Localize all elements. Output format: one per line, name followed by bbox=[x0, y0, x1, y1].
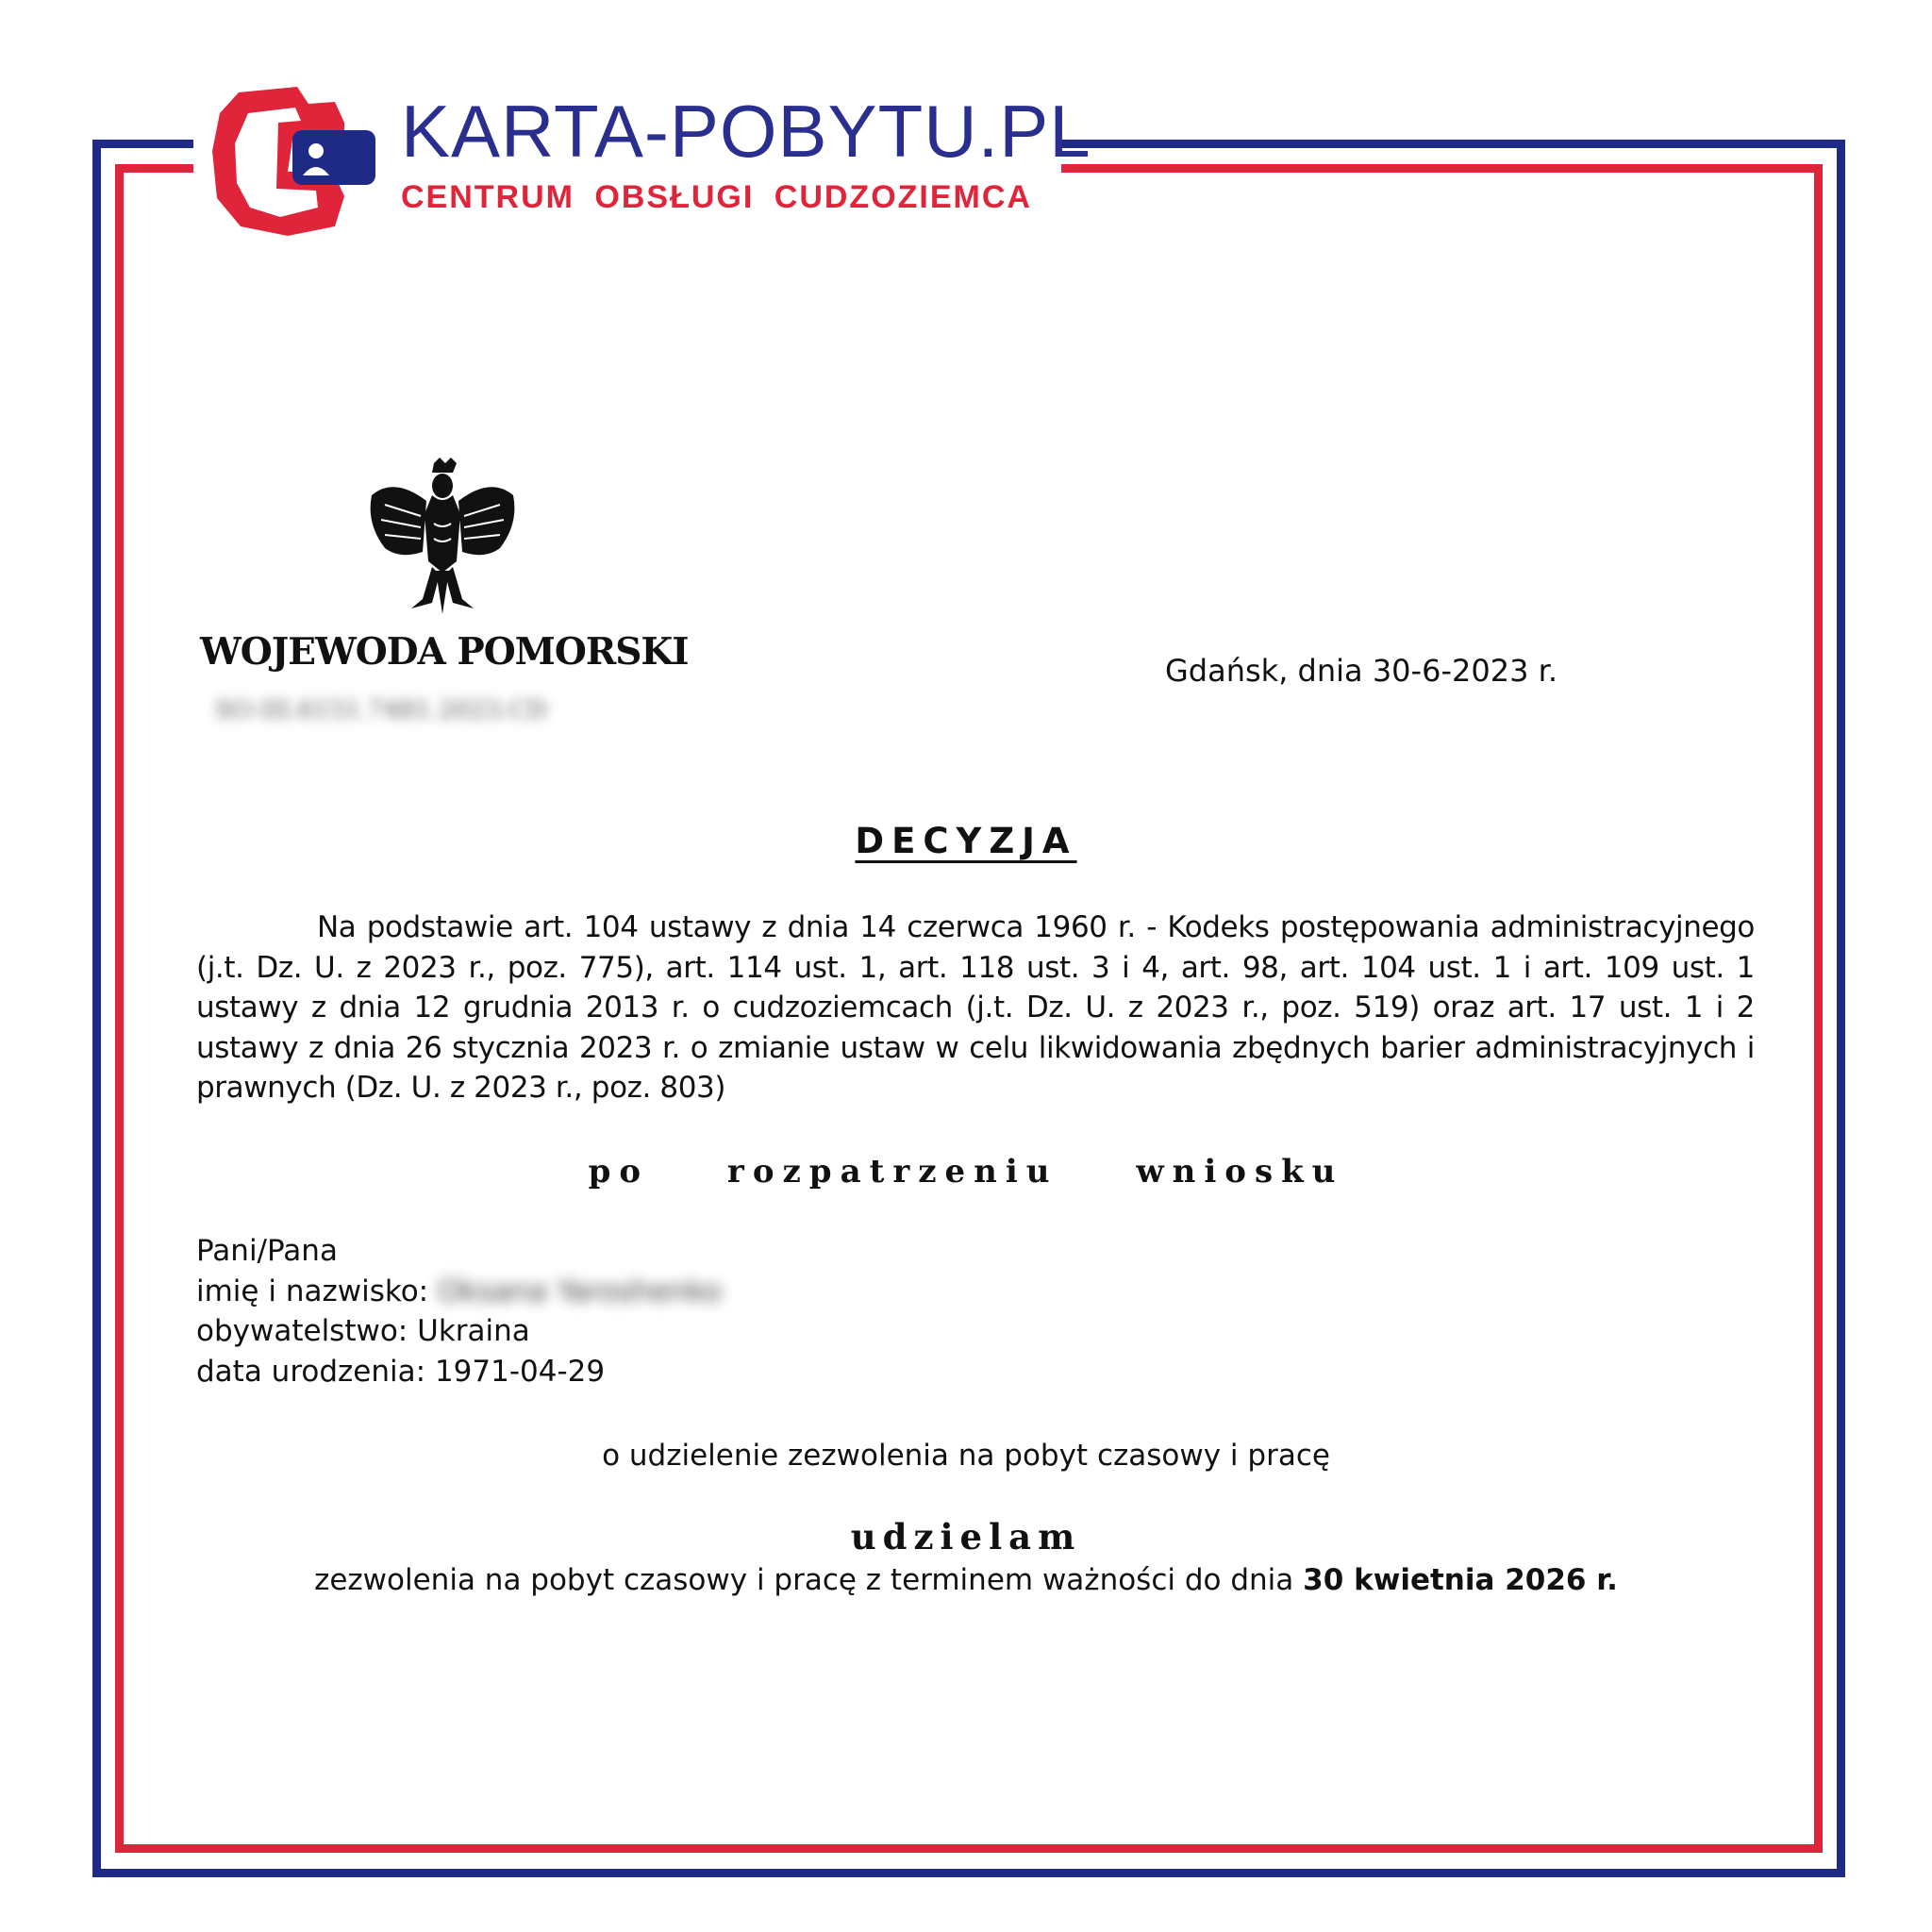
decision-subject: o udzielenie zezwolenia na pobyt czasowy i pracę bbox=[602, 1439, 1330, 1473]
citizenship-value: Ukraina bbox=[417, 1314, 530, 1348]
birth-label: data urodzenia: bbox=[196, 1354, 426, 1389]
decision-heading bbox=[0, 821, 1932, 861]
grant-expiry-date: 30 kwietnia 2026 r. bbox=[1303, 1563, 1618, 1597]
poland-map-id-card-icon bbox=[203, 85, 377, 241]
grant-line bbox=[0, 1563, 1932, 1597]
brand-subtitle: CENTRUM OBSŁUGI CUDZOZIEMCA bbox=[401, 179, 1032, 215]
citizenship-label: obywatelstwo: bbox=[196, 1314, 408, 1348]
legal-basis-paragraph: Na podstawie art. 104 ustawy z dnia 14 czerwca 1960 r. - Kodeks postępowania administracyjnego (j.t. Dz. U. z 2023 r., poz. 775), art. 114 ust. 1, art. 118 ust. 3 i 4, art. 98, art. 104 ust. 1 i art. 109 ust. 1 ustawy z dnia 12 grudnia 2013 r. o cudzoziemcach (j.t. Dz. U. z 2023 r., poz. 519) oraz art. 17 ust. 1 i 2 ustawy z dnia 26 stycznia 2023 r. o zmianie ustaw w celu likwidowania zbędnych barier administracyjnych i prawnych (Dz. U. z 2023 r., poz. 803) bbox=[196, 910, 1755, 1105]
document-date: Gdańsk, dnia 30-6-2023 r. bbox=[1165, 653, 1557, 689]
name-label: imię i nazwisko: bbox=[196, 1274, 429, 1308]
name-value-redacted: Oksana Yaroshenko bbox=[437, 1274, 722, 1308]
case-reference-redacted: SO-III.6151.7481.2023.CD bbox=[215, 696, 547, 724]
name-row bbox=[196, 1272, 722, 1312]
birth-value: 1971-04-29 bbox=[434, 1354, 606, 1389]
grant-text: zezwolenia na pobyt czasowy i pracę z terminem ważności do dnia bbox=[314, 1563, 1294, 1597]
salutation: Pani/Pana bbox=[196, 1234, 338, 1268]
party-details bbox=[196, 1231, 722, 1391]
citizenship-row bbox=[196, 1311, 722, 1352]
polish-eagle-icon bbox=[366, 458, 519, 616]
decision-heading-text: DECYZJA bbox=[855, 821, 1077, 861]
issuing-office: WOJEWODA POMORSKI bbox=[200, 630, 689, 674]
birth-row bbox=[196, 1352, 722, 1392]
brand-title: KARTA-POBYTU.PL bbox=[401, 90, 1091, 173]
grant-word: udzielam bbox=[850, 1516, 1082, 1557]
after-review-line: po rozpatrzeniu wniosku bbox=[588, 1153, 1344, 1191]
